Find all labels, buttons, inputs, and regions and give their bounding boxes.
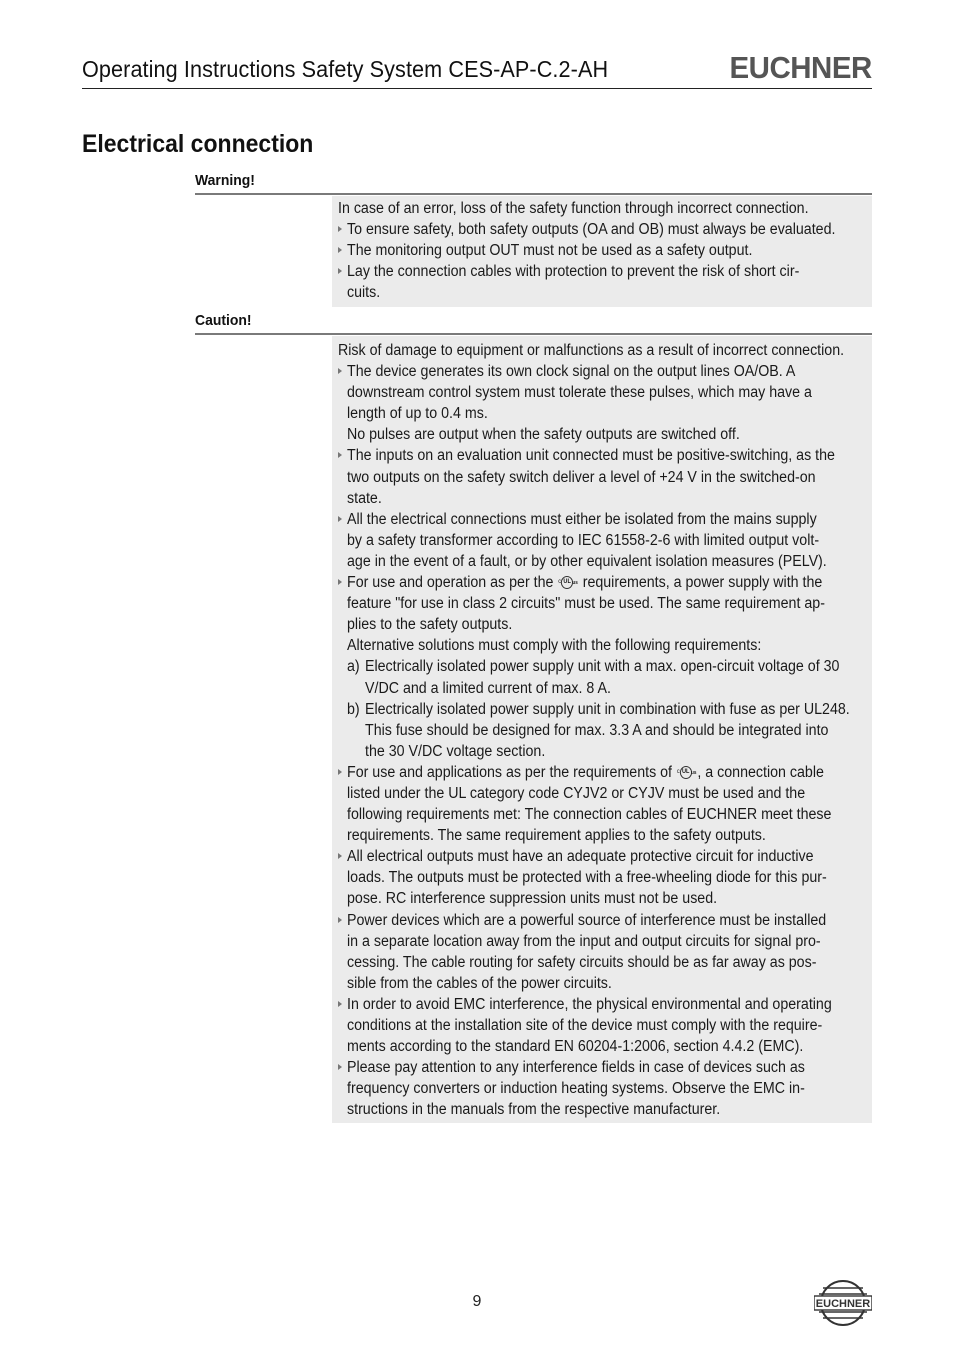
euchner-stamp-logo [814, 1279, 872, 1327]
caution-rule [195, 333, 872, 335]
bullet-text: frequency converters or induction heating systems. Observe the EMC in- [347, 1080, 805, 1098]
c-ul-us-mark-icon: c UL us [558, 576, 578, 590]
warning-bullet [338, 261, 866, 303]
bullet-arrow-icon [338, 853, 342, 859]
bullet-text: To ensure safety, both safety outputs (OA and OB) must always be evaluated. [347, 221, 836, 239]
c-ul-us-mark-icon: c UL us [677, 766, 697, 780]
warning-bullet [338, 219, 866, 240]
bullet-text: Please pay attention to any interference fields in case of devices such as [347, 1059, 805, 1077]
bullet-text: sible from the cables of the power circuits. [347, 974, 612, 992]
bullet-text: listed under the UL category code CYJV2 or CYJV must be used and the [347, 784, 806, 802]
bullet-text: ments according to the standard EN 60204-1:2006, section 4.4.2 (EMC). [347, 1038, 804, 1056]
caution-label: Caution! [195, 312, 252, 329]
bullet-text: loads. The outputs must be protected with a free-wheeling diode for this pur- [347, 869, 827, 887]
bullet-arrow-icon [338, 516, 342, 522]
caution-bullet [338, 1057, 866, 1120]
sub-item-text: V/DC and a limited current of max. 8 A. [365, 679, 611, 697]
bullet-text: structions in the manuals from the respective manufacturer. [347, 1101, 721, 1119]
bullet-text: age in the event of a fault, or by other equivalent isolation measures (PELV). [347, 552, 827, 570]
bullet-text: two outputs on the safety switch deliver a level of +24 V in the switched-on [347, 468, 816, 486]
bullet-arrow-icon [338, 268, 342, 274]
page-number: 9 [472, 1293, 482, 1310]
warning-bullet [338, 240, 866, 261]
sub-item-text: Electrically isolated power supply unit with a max. open-circuit voltage of 30 [365, 658, 840, 676]
bullet-text: by a safety transformer according to IEC 61558-2-6 with limited output volt- [347, 531, 820, 549]
stamp-logo-text: EUCHNER [815, 1298, 871, 1310]
header-rule [82, 88, 872, 89]
warning-label: Warning! [195, 172, 255, 189]
bullet-arrow-icon [338, 1064, 342, 1070]
bullet-arrow-icon [338, 769, 342, 775]
bullet-text: plies to the safety outputs. [347, 616, 513, 634]
section-title: Electrical connection [82, 130, 314, 158]
bullet-arrow-icon [338, 247, 342, 253]
bullet-text: cessing. The cable routing for safety circuits should be as far away as pos- [347, 953, 817, 971]
bullet-text: downstream control system must tolerate these pulses, which may have a [347, 384, 812, 402]
bullet-text: For use and operation as per the c UL us requirements, a power supply with the [347, 574, 823, 592]
sub-item-text: This fuse should be designed for max. 3.3 A and should be integrated into [365, 721, 829, 739]
bullet-text: following requirements met: The connection cables of EUCHNER meet these [347, 806, 832, 824]
caution-bullet [338, 910, 866, 994]
caution-bullet [338, 762, 866, 846]
bullet-text: feature "for use in class 2 circuits" must be used. The same requirement ap- [347, 595, 825, 613]
bullet-text: pose. RC interference suppression units must not be used. [347, 890, 718, 908]
bullet-text: state. [347, 489, 382, 507]
sub-item-a [338, 656, 866, 698]
caution-bullet [338, 445, 866, 508]
caution-box [332, 336, 872, 1123]
warning-box [332, 196, 872, 307]
sub-item-b [338, 699, 866, 762]
bullet-text: In order to avoid EMC interference, the physical environmental and operating [347, 995, 832, 1013]
caution-bullet [338, 361, 866, 445]
bullet-text: requirements. The same requirement applies to the safety outputs. [347, 827, 766, 845]
bullet-text: For use and applications as per the requirements of c UL us , a connection cable [347, 763, 824, 781]
sub-item-text: Electrically isolated power supply unit in combination with fuse as per UL248. [365, 700, 850, 718]
bullet-text: The monitoring output OUT must not be used as a safety output. [347, 242, 753, 260]
caution-intro: Risk of damage to equipment or malfunctions as a result of incorrect connection. [338, 342, 845, 359]
sub-item-text: the 30 V/DC voltage section. [365, 742, 546, 760]
bullet-text: conditions at the installation site of the device must comply with the require- [347, 1017, 823, 1034]
bullet-arrow-icon [338, 1001, 342, 1007]
bullet-arrow-icon [338, 226, 342, 232]
caution-bullet [338, 509, 866, 572]
bullet-text: in a separate location away from the input and output circuits for signal pro- [347, 932, 821, 950]
caution-bullet [338, 572, 866, 656]
bullet-text: The inputs on an evaluation unit connected must be positive-switching, as the [347, 447, 835, 465]
bullet-text: The device generates its own clock signal on the output lines OA/OB. A [347, 363, 796, 381]
bullet-text: All the electrical connections must either be isolated from the mains supply [347, 510, 817, 528]
bullet-text: Alternative solutions must comply with the following requirements: [347, 637, 762, 655]
caution-bullet [338, 994, 866, 1057]
bullet-text: length of up to 0.4 ms. [347, 405, 488, 423]
bullet-arrow-icon [338, 368, 342, 374]
caution-bullet [338, 846, 866, 909]
bullet-arrow-icon [338, 579, 342, 585]
bullet-arrow-icon [338, 917, 342, 923]
sub-item-marker: a) [347, 658, 360, 676]
euchner-logo: EUCHNER [729, 50, 872, 85]
bullet-text: All electrical outputs must have an adequate protective circuit for inductive [347, 848, 814, 866]
bullet-text: Lay the connection cables with protection to prevent the risk of short cir- [347, 263, 800, 281]
warning-rule [195, 193, 872, 195]
bullet-text: No pulses are output when the safety outputs are switched off. [347, 426, 740, 444]
bullet-text: cuits. [347, 284, 381, 302]
sub-item-marker: b) [347, 700, 360, 718]
document-title: Operating Instructions Safety System CES-AP-C.2-AH [82, 56, 609, 82]
bullet-text: Power devices which are a powerful source of interference must be installed [347, 911, 827, 929]
bullet-arrow-icon [338, 452, 342, 458]
warning-intro: In case of an error, loss of the safety function through incorrect connection. [338, 200, 809, 217]
